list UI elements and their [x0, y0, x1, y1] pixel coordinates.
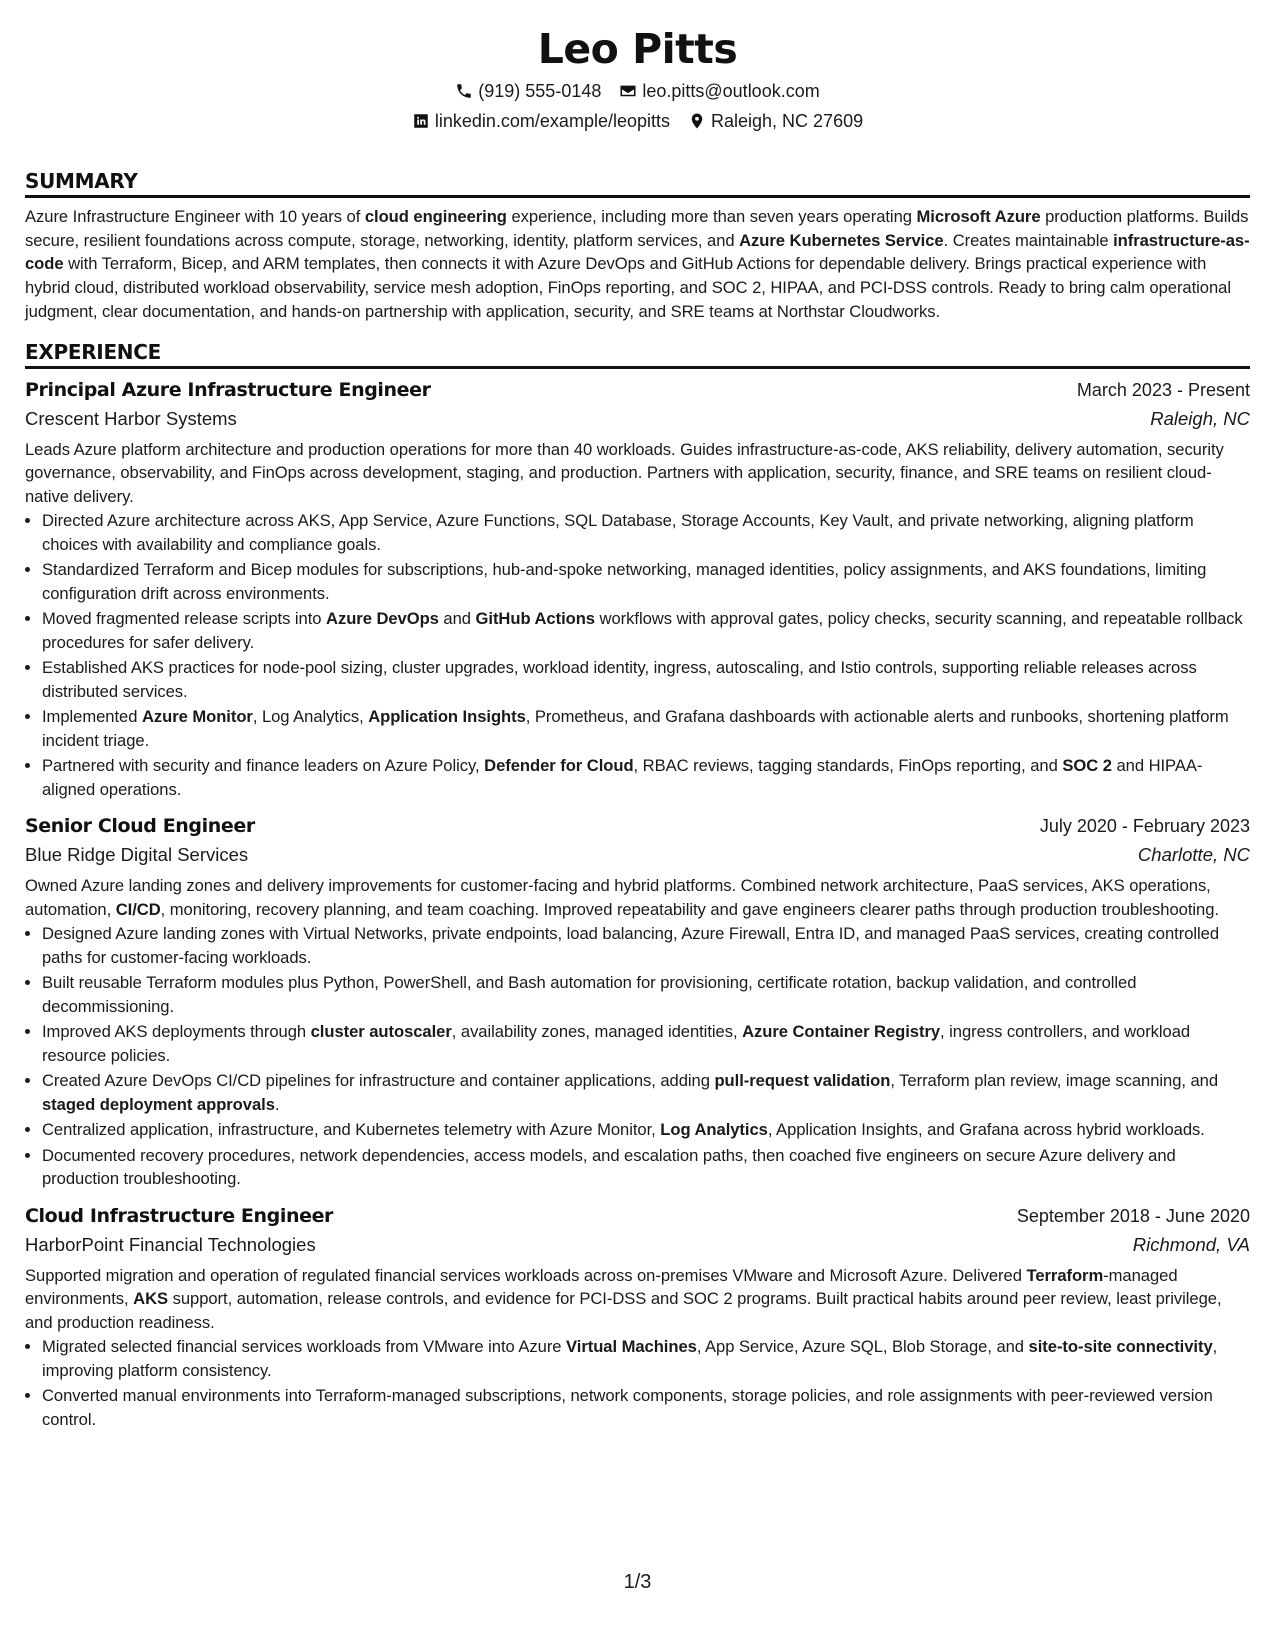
text-run: , Terraform plan review, image scanning, and [890, 1071, 1219, 1091]
text-run: Supported migration and operation of regulated financial services workloads across on-premises VMware and Microsoft Azure. Delivered [25, 1265, 1027, 1285]
achievement-item [42, 1384, 1250, 1431]
contact-location [688, 110, 863, 132]
bold-text: site-to-site connectivity [1028, 1337, 1213, 1357]
bold-text: SOC 2 [1062, 756, 1112, 776]
summary-section [25, 168, 1250, 324]
bold-text: staged deployment approvals [42, 1094, 275, 1114]
text-run: Designed Azure landing zones with Virtual Networks, private endpoints, load balancing, Azure Firewall, Entra ID, and managed PaaS services, creating controlled paths for customer-facing workloads. [42, 924, 1220, 967]
job-entry [25, 1203, 1250, 1432]
achievement-item [42, 558, 1250, 605]
job-title: Senior Cloud Engineer [25, 815, 255, 838]
bold-text: infrastructure-as-code [25, 230, 1250, 274]
job-entry [25, 813, 1250, 1191]
map-pin-icon [688, 112, 706, 130]
achievement-item [42, 607, 1250, 654]
job-location: Charlotte, NC [1137, 844, 1250, 866]
text-run: . Creates maintainable [943, 230, 1114, 250]
text-run: Implemented [42, 707, 142, 727]
job-title: Cloud Infrastructure Engineer [25, 1204, 334, 1227]
achievement-item [42, 705, 1250, 752]
phone-icon [455, 82, 473, 100]
text-run: Centralized application, infrastructure, and Kubernetes telemetry with Azure Monitor, [42, 1120, 661, 1140]
summary-heading: SUMMARY [25, 168, 1250, 198]
bold-text: pull-request validation [714, 1071, 891, 1091]
job-description [25, 874, 1250, 921]
achievement-item [42, 656, 1250, 703]
achievement-item [42, 1020, 1250, 1067]
text-run: with Terraform, Bicep, and ARM templates, then connects it with Azure DevOps and GitHub Actions for dependable delivery. Brings practical experience with hybrid cloud, distributed workload observability, service mesh adoption, FinOps reporting, and SOC 2, HIPAA, and PCI-DSS controls. Ready to bring calm operational judgment, clear documentation, and hands-on partnership with application, security, and SRE teams at Northstar Cloudworks. [25, 254, 1231, 321]
linkedin-link[interactable]: linkedin.com/example/leopitts [434, 111, 670, 131]
text-run: Directed Azure architecture across AKS, App Service, Azure Functions, SQL Database, Storage Accounts, Key Vault, and private networking, aligning platform choices with availability and compliance goals. [42, 511, 1194, 554]
bold-text: Terraform [1026, 1265, 1104, 1285]
achievement-item [42, 1335, 1250, 1382]
bold-text: Azure Kubernetes Service [739, 230, 944, 250]
achievement-item [42, 754, 1250, 801]
location-text: Raleigh, NC 27609 [711, 111, 864, 131]
text-run: -managed environments, [25, 1265, 1178, 1309]
text-run: support, automation, release controls, and evidence for PCI-DSS and SOC 2 programs. Built practical habits around peer review, least privilege, and production readiness. [25, 1289, 1222, 1332]
text-run: Converted manual environments into Terraform-managed subscriptions, network components, storage policies, and role assignments with peer-reviewed version control. [42, 1386, 1213, 1429]
job-location: Richmond, VA [1132, 1233, 1250, 1255]
job-header-row [25, 377, 1250, 403]
contact-linkedin[interactable] [412, 110, 670, 132]
text-run: and [438, 609, 476, 629]
text-run: Azure Infrastructure Engineer with 10 years of [25, 207, 365, 226]
bold-text: Application Insights [368, 707, 526, 727]
text-run: Built reusable Terraform modules plus Python, PowerShell, and Bash automation for provisioning, certificate rotation, backup validation, and controlled decommissioning. [42, 973, 1137, 1016]
summary-text [25, 205, 1250, 324]
job-header-row [25, 1203, 1250, 1229]
text-run: Improved AKS deployments through [42, 1022, 311, 1042]
job-description [25, 1264, 1250, 1335]
job-dates: March 2023 - Present [1076, 379, 1250, 400]
company-name: Crescent Harbor Systems [25, 407, 237, 429]
bold-text: Defender for Cloud [484, 756, 634, 776]
text-run: Partnered with security and finance leaders on Azure Policy, [42, 756, 485, 776]
bold-text: cloud engineering [364, 207, 507, 226]
job-company-row [25, 843, 1250, 867]
bold-text: GitHub Actions [475, 609, 595, 629]
linkedin-icon [412, 112, 430, 130]
candidate-name: Leo Pitts [537, 25, 738, 73]
achievement-list [25, 509, 1250, 801]
text-run: Owned Azure landing zones and delivery improvements for customer-facing and hybrid platforms. Combined network architecture, PaaS services, AKS operations, automation, [25, 876, 1211, 919]
achievement-list [25, 922, 1250, 1191]
text-run: . [274, 1094, 280, 1114]
job-company-row [25, 1233, 1250, 1257]
bold-text: Microsoft Azure [916, 207, 1041, 226]
job-dates: September 2018 - June 2020 [1016, 1205, 1250, 1226]
text-run: Documented recovery procedures, network dependencies, access models, and escalation paths, then coached five engineers on secure Azure delivery and production troubleshooting. [42, 1145, 1176, 1189]
text-run: , ingress controllers, and workload resource policies. [42, 1022, 1191, 1065]
job-header-row [25, 813, 1250, 839]
text-run: Moved fragmented release scripts into [42, 609, 327, 629]
bold-text: Azure DevOps [326, 609, 439, 629]
experience-heading: EXPERIENCE [25, 339, 1250, 369]
email-link[interactable]: leo.pitts@outlook.com [642, 81, 820, 101]
text-run: , App Service, Azure SQL, Blob Storage, and [696, 1337, 1029, 1357]
bold-text: CI/CD [115, 899, 161, 919]
company-name: HarborPoint Financial Technologies [25, 1233, 316, 1255]
text-run: , availability zones, managed identities, [451, 1022, 743, 1042]
text-run: , RBAC reviews, tagging standards, FinOps reporting, and [633, 756, 1063, 776]
resume-content [25, 168, 1250, 1433]
job-list [25, 377, 1250, 1432]
achievement-item [42, 509, 1250, 556]
achievement-item [42, 1069, 1250, 1116]
text-run: , Application Insights, and Grafana across hybrid workloads. [767, 1120, 1205, 1140]
text-run: , Log Analytics, [252, 707, 369, 727]
text-run: Standardized Terraform and Bicep modules for subscriptions, hub-and-spoke networking, managed identities, policy assignments, and AKS foundations, limiting configuration drift across environments. [42, 560, 1207, 603]
achievement-list [25, 1335, 1250, 1431]
bold-text: AKS [133, 1289, 169, 1309]
job-company-row [25, 407, 1250, 431]
page-number: 1/3 [623, 1571, 652, 1593]
job-title: Principal Azure Infrastructure Engineer [25, 378, 431, 401]
resume-header [0, 0, 1275, 132]
achievement-item [42, 971, 1250, 1018]
text-run: Established AKS practices for node-pool sizing, cluster upgrades, workload identity, ingress, autoscaling, and Istio controls, supporting reliable releases across distributed services. [42, 658, 1197, 701]
achievement-item [42, 1118, 1250, 1142]
text-run: workflows with approval gates, policy checks, security scanning, and repeatable rollback procedures for safer delivery. [42, 609, 1243, 652]
text-run: experience, including more than seven years operating [506, 207, 917, 226]
bold-text: Azure Monitor [141, 707, 253, 727]
bold-text: Log Analytics [660, 1120, 768, 1140]
text-run: production platforms. Builds secure, resilient foundations across compute, storage, networking, identity, platform services, and [25, 207, 1249, 250]
bold-text: Azure Container Registry [742, 1022, 941, 1042]
experience-section [25, 339, 1250, 1432]
job-entry [25, 377, 1250, 802]
achievement-item [42, 1144, 1250, 1191]
text-run: , monitoring, recovery planning, and team coaching. Improved repeatability and gave engineers clearer paths through production troubleshooting. [160, 899, 1219, 919]
company-name: Blue Ridge Digital Services [25, 844, 249, 866]
bold-text: cluster autoscaler [310, 1022, 452, 1042]
contact-row-2 [0, 110, 1275, 132]
envelope-icon [619, 82, 637, 100]
contact-row-1 [0, 80, 1275, 102]
achievement-item [42, 922, 1250, 969]
text-run: and HIPAA-aligned operations. [42, 756, 1203, 799]
contact-email[interactable] [619, 80, 819, 102]
phone-text: (919) 555-0148 [478, 81, 602, 101]
contact-phone [455, 80, 601, 102]
text-run: Leads Azure platform architecture and production operations for more than 40 workloads. Guides infrastructure-as-code, AKS reliability, delivery automation, security governance, observability, and FinOps across development, staging, and production. Partners with application, security, finance, and SRE teams on resilient cloud-native delivery. [25, 439, 1224, 506]
bold-text: Virtual Machines [566, 1337, 697, 1357]
text-run: , Prometheus, and Grafana dashboards with actionable alerts and runbooks, shortening platform incident triage. [42, 707, 1229, 750]
text-run: Created Azure DevOps CI/CD pipelines for infrastructure and container applications, adding [42, 1071, 715, 1091]
job-description [25, 438, 1250, 509]
text-run: Migrated selected financial services workloads from VMware into Azure [42, 1337, 567, 1357]
job-dates: July 2020 - February 2023 [1039, 816, 1250, 837]
text-run: , improving platform consistency. [42, 1337, 1218, 1380]
job-location: Raleigh, NC [1150, 407, 1250, 429]
